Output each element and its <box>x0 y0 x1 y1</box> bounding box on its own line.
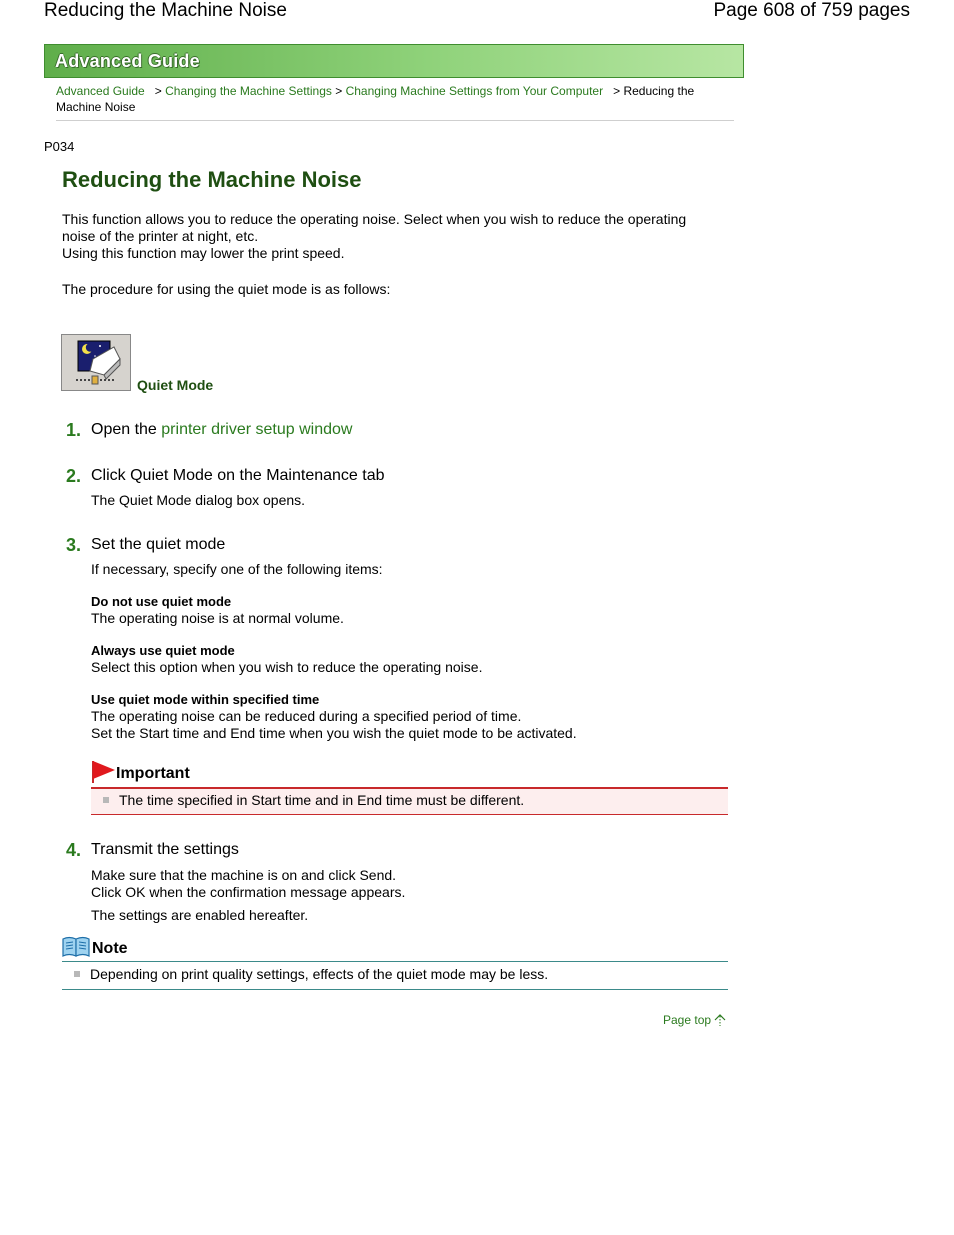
step-text: The settings are enabled hereafter. <box>91 907 309 923</box>
note-book-icon <box>62 936 90 963</box>
quiet-mode-label: Quiet Mode <box>137 377 214 393</box>
option-item <box>91 691 577 742</box>
option-item <box>91 593 344 627</box>
page-top-link[interactable]: Page top <box>663 1013 712 1027</box>
option-description: Select this option when you wish to reduce the operating noise. <box>91 659 483 675</box>
step-title: Click Quiet Mode on the Maintenance tab <box>91 467 385 484</box>
breadcrumb-link-advanced-guide[interactable]: Advanced Guide <box>56 84 145 98</box>
step-title: Open the printer driver setup window <box>91 421 353 438</box>
bullet-icon <box>103 797 109 803</box>
arrow-up-icon[interactable] <box>714 1013 726 1032</box>
step-number: 1. <box>66 420 82 440</box>
breadcrumb-separator: > <box>154 84 162 98</box>
option-description: The operating noise is at normal volume. <box>91 610 344 626</box>
option-item <box>91 642 482 676</box>
note-title: Note <box>92 940 128 957</box>
note-text: Depending on print quality settings, effects of the quiet mode may be less. <box>90 966 549 982</box>
option-description: Set the Start time and End time when you wish the quiet mode to be activated. <box>91 725 577 741</box>
option-name: Do not use quiet mode <box>91 594 232 609</box>
advanced-guide-banner <box>44 44 744 78</box>
option-description: The operating noise can be reduced during a specified period of time. <box>91 708 522 724</box>
breadcrumb-divider <box>56 120 734 121</box>
important-text: The time specified in Start time and in End time must be different. <box>119 792 525 808</box>
important-flag-icon <box>91 760 117 789</box>
document-title: Reducing the Machine Noise <box>44 0 287 21</box>
page-title: Reducing the Machine Noise <box>62 167 362 192</box>
step-number: 3. <box>66 535 82 555</box>
quiet-mode-icon <box>61 334 131 391</box>
breadcrumb-separator: > <box>613 84 621 98</box>
breadcrumb-link-from-computer[interactable]: Changing Machine Settings from Your Computer <box>345 84 604 98</box>
note-divider <box>62 961 728 962</box>
step-text: If necessary, specify one of the following items: <box>91 561 383 577</box>
step-number: 2. <box>66 466 82 486</box>
important-title: Important <box>116 765 190 782</box>
breadcrumb-separator: > <box>335 84 343 98</box>
step-title: Transmit the settings <box>91 841 239 858</box>
step-title: Set the quiet mode <box>91 536 226 553</box>
option-name: Use quiet mode within specified time <box>91 692 320 707</box>
page-counter: Page 608 of 759 pages <box>713 0 910 21</box>
intro-paragraph: This function allows you to reduce the operating noise. Select when you wish to reduce the operating noise of the printer at night, etc. Using this function may lower the print speed. <box>62 211 687 261</box>
breadcrumb <box>56 83 726 115</box>
note-divider <box>62 989 728 990</box>
step-number: 4. <box>66 840 82 860</box>
banner-label: Advanced Guide <box>55 51 200 71</box>
step-text: The Quiet Mode dialog box opens. <box>91 492 306 508</box>
breadcrumb-current: Reducing the Machine Noise <box>56 84 695 114</box>
step-text: Make sure that the machine is on and click Send. Click OK when the confirmation message appears. <box>91 867 406 900</box>
procedure-intro: The procedure for using the quiet mode is as follows: <box>62 281 391 297</box>
printer-driver-setup-link[interactable]: printer driver setup window <box>161 421 353 438</box>
option-name: Always use quiet mode <box>91 643 235 658</box>
breadcrumb-link-changing-machine-settings[interactable]: Changing the Machine Settings <box>165 84 332 98</box>
document-code: P034 <box>44 139 75 154</box>
bullet-icon <box>74 971 80 977</box>
